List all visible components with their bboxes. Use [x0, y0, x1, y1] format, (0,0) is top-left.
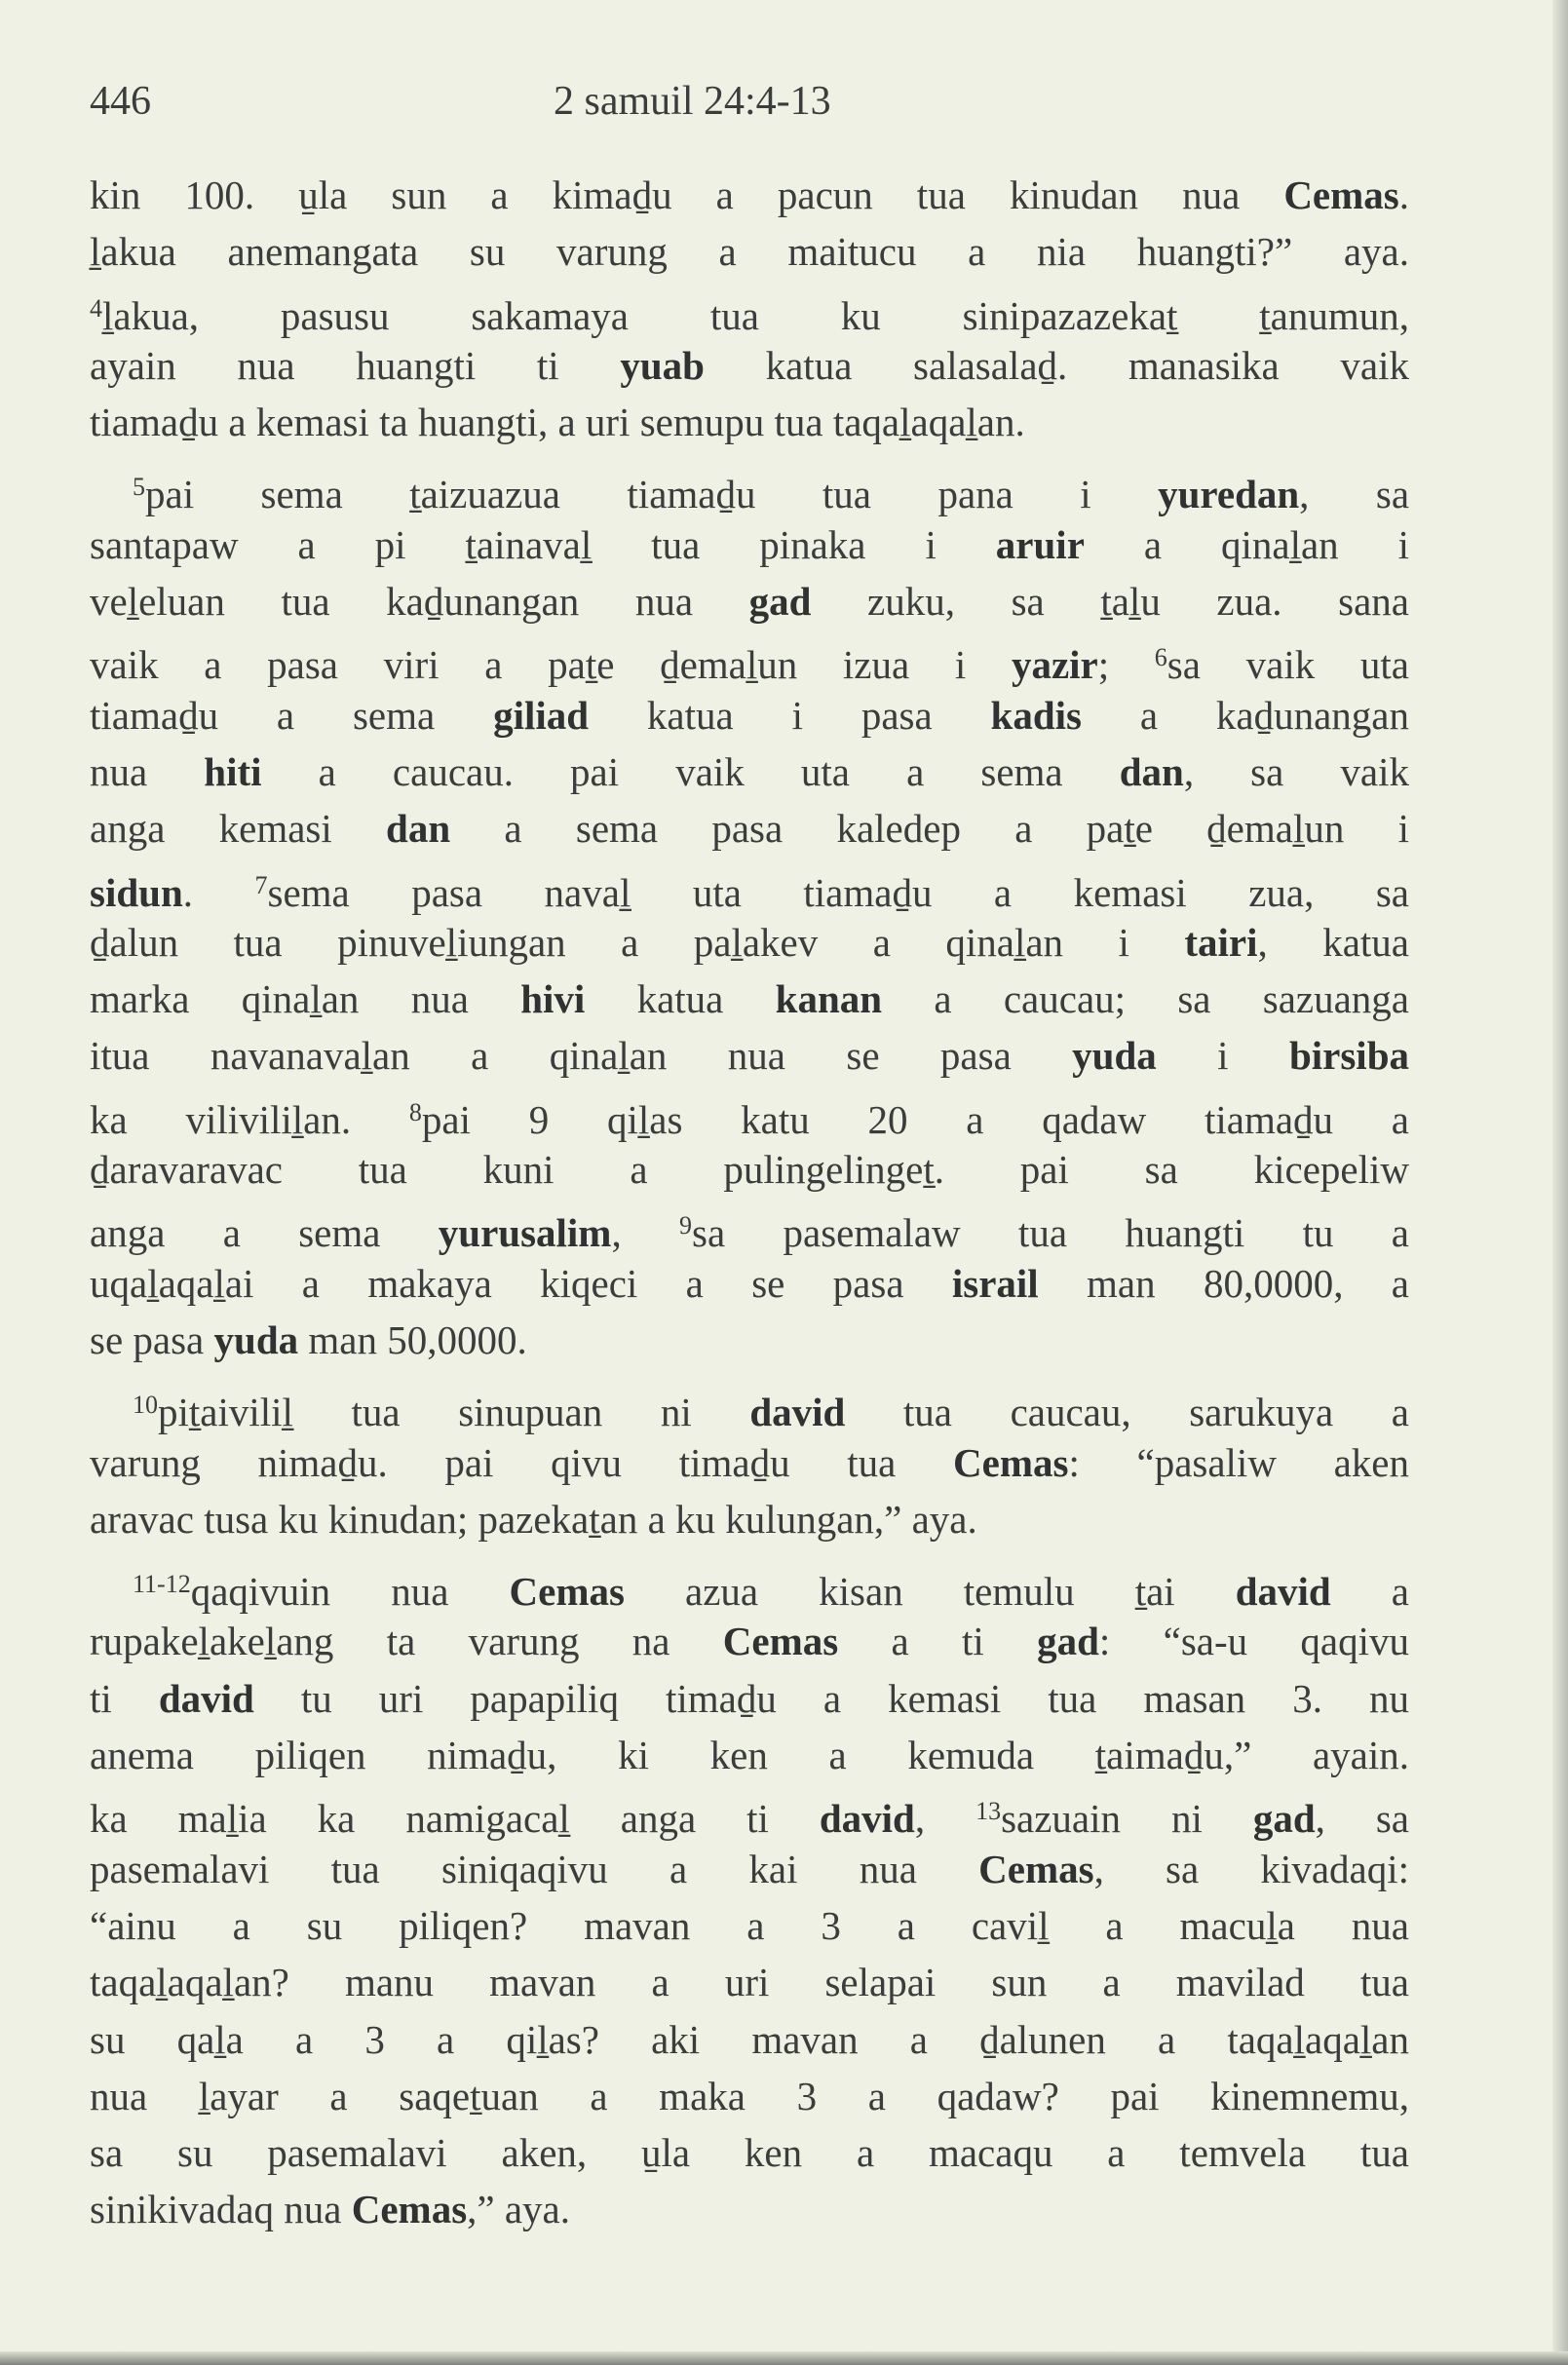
paragraph	[90, 167, 1409, 450]
bold-name: gad	[748, 579, 812, 625]
text-run: ḏaravaravac tua kuni a pulingelingeṯ. pai sa kicepeliw	[90, 1147, 1409, 1193]
text-run: santapaw a pi ṯainavaḻ tua pinaka i	[90, 521, 996, 567]
bold-name: israil	[951, 1260, 1039, 1306]
text-line	[90, 629, 1409, 686]
text-run: a sema pasa kaledep a paṯe ḏemaḻun i	[450, 806, 1409, 852]
bold-name: kanan	[775, 976, 883, 1022]
bold-name: hivi	[520, 976, 586, 1022]
text-run: su qaḻa a 3 a qiḻas? aki mavan a ḏalunen a taqaḻaqaḻan	[90, 2016, 1409, 2062]
text-run: rupakeḻakeḻang ta varung na	[90, 1619, 723, 1664]
bold-name: david	[1235, 1569, 1331, 1615]
text-run: i	[1156, 1033, 1289, 1079]
page-header	[90, 78, 1415, 129]
text-line	[90, 1027, 1409, 1084]
text-line	[90, 394, 1409, 450]
text-run: marka qinaḻan nua	[90, 976, 521, 1022]
text-line	[90, 1491, 1409, 1547]
bold-name: david	[158, 1675, 254, 1721]
text-line	[90, 459, 1409, 515]
paragraph	[90, 1556, 1409, 2238]
text-run: ḏalun tua pinuveḻiungan a paḻakev a qinaḻan i	[90, 919, 1185, 965]
text-line	[90, 858, 1409, 914]
bold-name: Cemas	[978, 1846, 1094, 1891]
text-line	[90, 1841, 1409, 1897]
verse-number: 5	[133, 473, 145, 502]
text-line	[90, 1198, 1409, 1254]
text-run: sema pasa navaḻ uta tiamaḏu a kemasi zua, sa	[267, 869, 1410, 915]
bold-name: tairi	[1184, 919, 1258, 965]
text-run: ,	[914, 1796, 976, 1842]
text-run: sa vaik uta	[1166, 642, 1409, 688]
text-run: , sa vaik	[1183, 748, 1409, 794]
text-run: , sa	[1315, 1796, 1410, 1842]
text-run: a	[1330, 1569, 1409, 1615]
text-run: .	[182, 869, 255, 915]
text-run: ayain nua huangti ti	[90, 342, 621, 388]
text-run: itua navanavaḻan a qinaḻan nua se pasa	[90, 1033, 1073, 1079]
text-line	[90, 573, 1409, 629]
verse-number: 9	[679, 1211, 693, 1240]
text-line	[90, 1312, 1409, 1368]
text-run: tu uri papapiliq timaḏu a kemasi tua masan 3. nu	[253, 1675, 1409, 1721]
bold-name: yurusalim	[438, 1210, 612, 1256]
text-run: ti	[90, 1675, 159, 1721]
running-title: 2 samuil 24:4-13	[554, 79, 831, 124]
text-line	[90, 800, 1409, 857]
text-run: man 80,0000, a	[1038, 1260, 1409, 1306]
text-line	[90, 1434, 1409, 1491]
bold-name: aruir	[995, 521, 1085, 567]
paragraph	[90, 459, 1409, 1368]
text-run: sa pasemalaw tua huangti tu a	[692, 1210, 1410, 1256]
text-line	[90, 1897, 1409, 1954]
bold-name: yuda	[1072, 1033, 1157, 1079]
text-line	[90, 971, 1409, 1027]
bold-name: david	[819, 1796, 915, 1842]
text-line	[90, 1085, 1409, 1141]
text-line	[90, 281, 1409, 337]
text-run: se pasa	[90, 1316, 214, 1362]
text-run: katua salasalaḏ. manasika vaik	[704, 342, 1409, 388]
text-line	[90, 1613, 1409, 1669]
bold-name: kadis	[990, 692, 1082, 738]
text-run: a caucau; sa sazuanga	[882, 976, 1410, 1022]
text-run: pai sema ṯaizuazua tiamaḏu tua pana i	[145, 472, 1159, 517]
text-run: ḻakua anemangata su varung a maitucu a nia huangti?” aya.	[90, 229, 1409, 275]
text-run: aravac tusa ku kinudan; pazekaṯan a ku kulungan,” aya.	[90, 1496, 977, 1542]
text-run: varung nimaḏu. pai qivu timaḏu tua	[90, 1439, 954, 1485]
bold-name: Cemas	[351, 2187, 468, 2232]
bold-name: yazir	[1011, 642, 1098, 688]
text-run: , sa	[1299, 472, 1410, 517]
bold-name: yuredan	[1158, 472, 1300, 517]
bold-name: hiti	[204, 748, 262, 794]
text-run: sinikivadaq nua	[90, 2187, 352, 2232]
page-number: 446	[90, 79, 151, 124]
text-run: tiamaḏu a sema	[90, 692, 494, 738]
text-run: anema piliqen nimaḏu, ki ken a kemuda ṯaimaḏu,” ayain.	[90, 1733, 1409, 1778]
text-line	[90, 687, 1409, 744]
verse-number: 4	[90, 293, 102, 323]
bold-name: yuda	[213, 1316, 299, 1362]
text-run: ḻakua, pasusu sakamaya tua ku sinipazazekaṯ ṯanumun,	[102, 292, 1409, 338]
text-run: ka maḻia ka namigacaḻ anga ti	[90, 1796, 820, 1842]
verse-number: 11-12	[133, 1570, 191, 1599]
bold-name: giliad	[493, 692, 590, 738]
text-run: , katua	[1257, 919, 1409, 965]
bold-name: Cemas	[509, 1569, 625, 1615]
text-run: katua	[585, 976, 776, 1022]
page-edge-shadow	[1552, 0, 1568, 2365]
text-run: sazuain ni	[1001, 1796, 1253, 1842]
text-run: vaik a pasa viri a paṯe ḏemaḻun izua i	[90, 642, 1012, 688]
bold-name: sidun	[90, 869, 183, 915]
verse-number: 8	[408, 1097, 422, 1126]
text-run: nua	[90, 748, 205, 794]
text-run: man 50,0000.	[298, 1316, 527, 1362]
bold-name: gad	[1252, 1796, 1316, 1842]
verse-number: 13	[975, 1797, 1002, 1826]
text-run: azua kisan temulu ṯai	[624, 1569, 1236, 1615]
text-run: a ti	[838, 1619, 1038, 1664]
bold-name: Cemas	[722, 1619, 839, 1664]
text-line	[90, 2011, 1409, 2068]
text-line	[90, 2124, 1409, 2181]
paragraph	[90, 1377, 1409, 1547]
text-line	[90, 1670, 1409, 1727]
bold-name: gad	[1037, 1619, 1099, 1664]
verse-number: 7	[254, 870, 268, 899]
text-run: , sa kivadaqi:	[1093, 1846, 1409, 1891]
text-run: ka viliviliḻan.	[90, 1096, 409, 1142]
page-bottom-edge	[0, 2351, 1568, 2365]
bold-name: Cemas	[1283, 172, 1399, 217]
text-line	[90, 167, 1409, 223]
text-line	[90, 2181, 1409, 2237]
text-run: taqaḻaqaḻan? manu mavan a uri selapai sun a mavilad tua	[90, 1960, 1409, 2005]
text-run: piṯaiviliḻ tua sinupuan ni	[158, 1390, 750, 1435]
text-run: a kaḏunangan	[1082, 692, 1410, 738]
bold-name: yuab	[620, 342, 705, 388]
text-line	[90, 2068, 1409, 2124]
text-line	[90, 1377, 1409, 1433]
text-run: .	[1398, 172, 1409, 217]
text-run: ;	[1097, 642, 1155, 688]
text-run: katua i pasa	[589, 692, 991, 738]
bold-name: dan	[1119, 748, 1184, 794]
text-run: zuku, sa ṯaḻu zua. sana	[811, 579, 1409, 625]
text-run: kin 100. u̱la sun a kimaḏu a pacun tua kinudan nua	[90, 172, 1284, 217]
text-run: tua caucau, sarukuya a	[845, 1390, 1409, 1435]
text-run: ,	[611, 1210, 680, 1256]
text-line	[90, 1783, 1409, 1840]
text-line	[90, 1954, 1409, 2010]
text-run: anga kemasi	[90, 806, 387, 852]
text-line	[90, 337, 1409, 394]
text-run: ,” aya.	[467, 2187, 570, 2232]
text-run: anga a sema	[90, 1210, 439, 1256]
text-line	[90, 914, 1409, 971]
text-run: a qinaḻan i	[1084, 521, 1409, 567]
text-run: nua ḻayar a saqeṯuan a maka 3 a qadaw? pai kinemnemu,	[90, 2073, 1409, 2118]
text-run: tiamaḏu a kemasi ta huangti, a uri semupu tua taqaḻaqaḻan.	[90, 400, 1025, 445]
text-run: qaqivuin nua	[190, 1569, 510, 1615]
bold-name: dan	[386, 806, 451, 852]
verse-number: 6	[1154, 643, 1167, 672]
bold-name: Cemas	[953, 1439, 1069, 1485]
text-line	[90, 744, 1409, 800]
text-run: pasemalavi tua siniqaqivu a kai nua	[90, 1846, 979, 1891]
text-run: uqaḻaqaḻai a makaya kiqeci a se pasa	[90, 1260, 952, 1306]
bold-name: birsiba	[1288, 1033, 1409, 1079]
verse-number: 10	[133, 1391, 158, 1420]
text-line	[90, 1255, 1409, 1312]
text-line	[90, 1141, 1409, 1198]
bold-name: david	[749, 1390, 846, 1435]
text-line	[90, 223, 1409, 280]
text-run: “ainu a su piliqen? mavan a 3 a caviḻ a macuḻa nua	[90, 1902, 1409, 1948]
text-line	[90, 516, 1409, 573]
text-run: a caucau. pai vaik uta a sema	[261, 748, 1120, 794]
text-line	[90, 1727, 1409, 1783]
text-run: : “pasaliw aken	[1068, 1439, 1409, 1485]
text-run: : “sa-u qaqivu	[1098, 1619, 1410, 1664]
text-run: pai 9 qiḻas katu 20 a qadaw tiamaḏu a	[421, 1096, 1409, 1142]
text-run: sa su pasemalavi aken, u̱la ken a macaqu a temvela tua	[90, 2130, 1409, 2176]
text-run: veḻeluan tua kaḏunangan nua	[90, 579, 749, 625]
body-text	[90, 167, 1409, 2247]
text-line	[90, 1556, 1409, 1613]
